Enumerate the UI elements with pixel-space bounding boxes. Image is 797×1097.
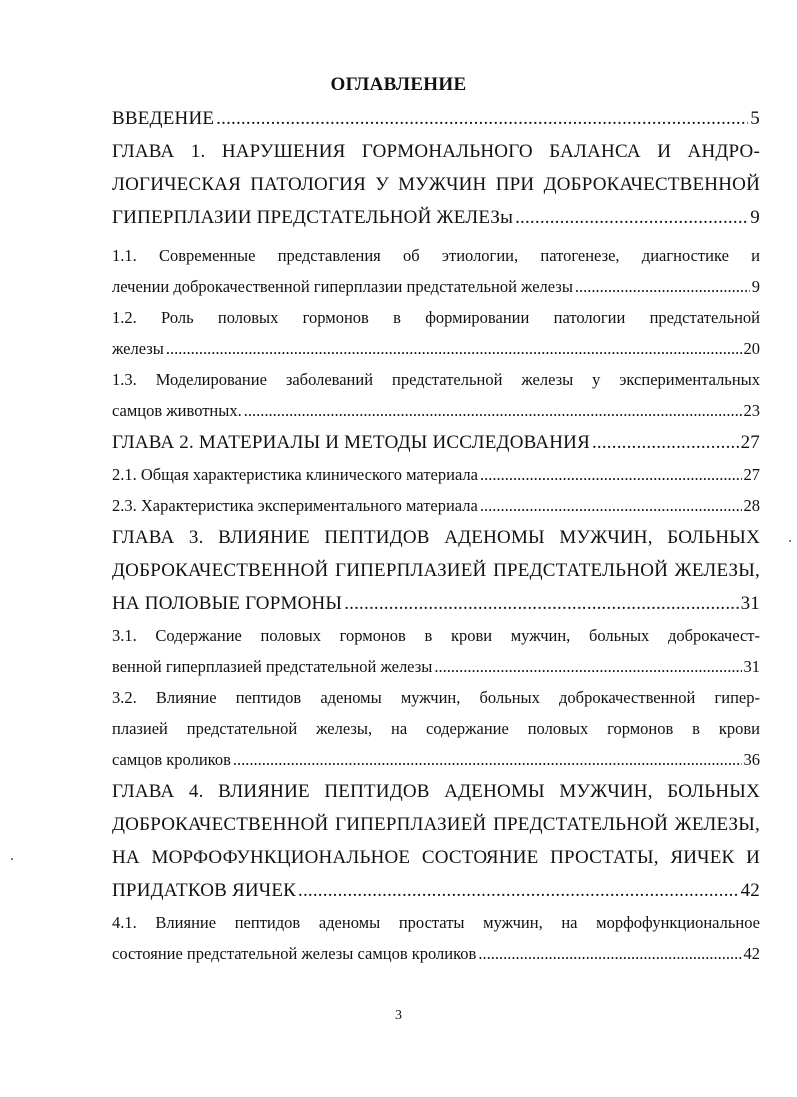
toc-entry-section-1-3[interactable]	[112, 364, 760, 426]
toc-entry-last-line	[112, 271, 760, 302]
toc-entry-line: 3.2. Влияние пептидов аденомы мужчин, больных доброкачественной гипер-	[112, 688, 760, 707]
toc-entry-last-line	[112, 938, 760, 969]
toc-page-number: 31	[743, 657, 760, 676]
toc-entry-last-line	[112, 874, 760, 907]
toc-page-number: 9	[751, 277, 760, 296]
toc-entry-text: венной гиперплазией предстательной железы	[112, 657, 433, 676]
toc-entry-chapter-1[interactable]	[112, 135, 760, 234]
leader-dots	[166, 333, 742, 364]
toc-entry-line: 4.1. Влияние пептидов аденомы простаты мужчин, на морфофункциональное	[112, 913, 760, 932]
toc-entry-text: ВВЕДЕНИЕ	[112, 108, 215, 129]
leader-dots	[216, 102, 748, 135]
toc-entry-line: ДОБРОКАЧЕСТВЕННОЙ ГИПЕРПЛАЗИЕЙ ПРЕДСТАТЕЛЬНОЙ ЖЕЛЕЗЫ,	[112, 560, 760, 581]
leader-dots	[233, 744, 742, 775]
toc-page-number: 42	[743, 944, 760, 963]
toc-entry-last-line	[112, 395, 760, 426]
toc-entry-chapter-3[interactable]	[112, 521, 760, 620]
toc-entry-line: НА МОРФОФУНКЦИОНАЛЬНОЕ СОСТОЯНИЕ ПРОСТАТЫ, ЯИЧЕК И	[112, 847, 760, 868]
toc-entry-line: ГЛАВА 1. НАРУШЕНИЯ ГОРМОНАЛЬНОГО БАЛАНСА И АНДРО-	[112, 141, 760, 162]
toc-entry-text: 2.3. Характеристика экспериментального материала	[112, 496, 478, 515]
toc-entry-text: 2.1. Общая характеристика клинического материала	[112, 465, 478, 484]
toc-title: ОГЛАВЛЕНИЕ	[330, 74, 467, 95]
leader-dots	[480, 459, 742, 490]
leader-dots	[434, 651, 741, 682]
toc-page-number: 20	[743, 339, 760, 358]
leader-dots	[244, 395, 742, 426]
toc-entry-line: 1.3. Моделирование заболеваний предстательной железы у экспериментальных	[112, 370, 760, 389]
toc-entry-last-line	[112, 333, 760, 364]
toc-entry-last-line	[112, 744, 760, 775]
table-of-contents	[112, 102, 760, 969]
toc-entry-line: 1.1. Современные представления об этиологии, патогенезе, диагностике и	[112, 246, 760, 265]
toc-entry-text: железы	[112, 339, 164, 358]
toc-entry-line: ЛОГИЧЕСКАЯ ПАТОЛОГИЯ У МУЖЧИН ПРИ ДОБРОКАЧЕСТВЕННОЙ	[112, 174, 760, 195]
toc-entry-text: ПРИДАТКОВ ЯИЧЕК	[112, 880, 296, 901]
scan-speck	[789, 540, 791, 542]
leader-dots	[515, 201, 748, 234]
toc-entry-text: лечении доброкачественной гиперплазии предстательной железы	[112, 277, 573, 296]
toc-entry-section-1-1[interactable]	[112, 240, 760, 302]
leader-dots	[478, 938, 741, 969]
toc-entry-last-line	[112, 201, 760, 234]
toc-entry-section-4-1[interactable]	[112, 907, 760, 969]
toc-page-number: 28	[743, 496, 760, 515]
toc-entry-text: самцов кроликов	[112, 750, 231, 769]
toc-page-number: 9	[750, 207, 760, 228]
toc-entry-last-line	[112, 651, 760, 682]
scan-speck	[11, 858, 13, 860]
toc-page-number: 23	[743, 401, 760, 420]
page-number: 3	[395, 1008, 402, 1023]
toc-entry-chapter-4[interactable]	[112, 775, 760, 907]
toc-page-number: 42	[740, 880, 760, 901]
toc-entry-line: 3.1. Содержание половых гормонов в крови мужчин, больных доброкачест-	[112, 626, 760, 645]
toc-entry-line: ДОБРОКАЧЕСТВЕННОЙ ГИПЕРПЛАЗИЕЙ ПРЕДСТАТЕЛЬНОЙ ЖЕЛЕЗЫ,	[112, 814, 760, 835]
toc-entry-text: самцов животных.	[112, 401, 242, 420]
toc-page-number: 5	[750, 108, 760, 129]
toc-entry-line: 1.2. Роль половых гормонов в формировании патологии предстательной	[112, 308, 760, 327]
toc-entry-line: ГЛАВА 3. ВЛИЯНИЕ ПЕПТИДОВ АДЕНОМЫ МУЖЧИН, БОЛЬНЫХ	[112, 527, 760, 548]
toc-page-number: 27	[740, 432, 760, 453]
toc-entry-text: ГИПЕРПЛАЗИИ ПРЕДСТАТЕЛЬНОЙ ЖЕЛЕЗы	[112, 207, 514, 228]
toc-entry-line: ГЛАВА 4. ВЛИЯНИЕ ПЕПТИДОВ АДЕНОМЫ МУЖЧИН, БОЛЬНЫХ	[112, 781, 760, 802]
leader-dots	[298, 874, 739, 907]
toc-page-number: 31	[740, 593, 760, 614]
toc-entry-section-3-2[interactable]	[112, 682, 760, 775]
toc-page-number: 27	[743, 465, 760, 484]
toc-entry-section-2-1[interactable]	[112, 459, 760, 490]
toc-entry-section-3-1[interactable]	[112, 620, 760, 682]
toc-entry-text: НА ПОЛОВЫЕ ГОРМОНЫ	[112, 593, 343, 614]
leader-dots	[592, 426, 739, 459]
leader-dots	[344, 587, 738, 620]
toc-entry-intro[interactable]	[112, 102, 760, 135]
toc-entry-last-line	[112, 587, 760, 620]
toc-entry-chapter-2[interactable]	[112, 426, 760, 459]
toc-entry-text: состояние предстательной железы самцов кроликов	[112, 944, 477, 963]
toc-page-number: 36	[743, 750, 760, 769]
toc-entry-section-2-3[interactable]	[112, 490, 760, 521]
toc-entry-text: ГЛАВА 2. МАТЕРИАЛЫ И МЕТОДЫ ИССЛЕДОВАНИЯ	[112, 432, 590, 453]
toc-entry-section-1-2[interactable]	[112, 302, 760, 364]
leader-dots	[575, 271, 750, 302]
toc-entry-line: плазией предстательной железы, на содержание половых гормонов в крови	[112, 719, 760, 738]
leader-dots	[480, 490, 742, 521]
